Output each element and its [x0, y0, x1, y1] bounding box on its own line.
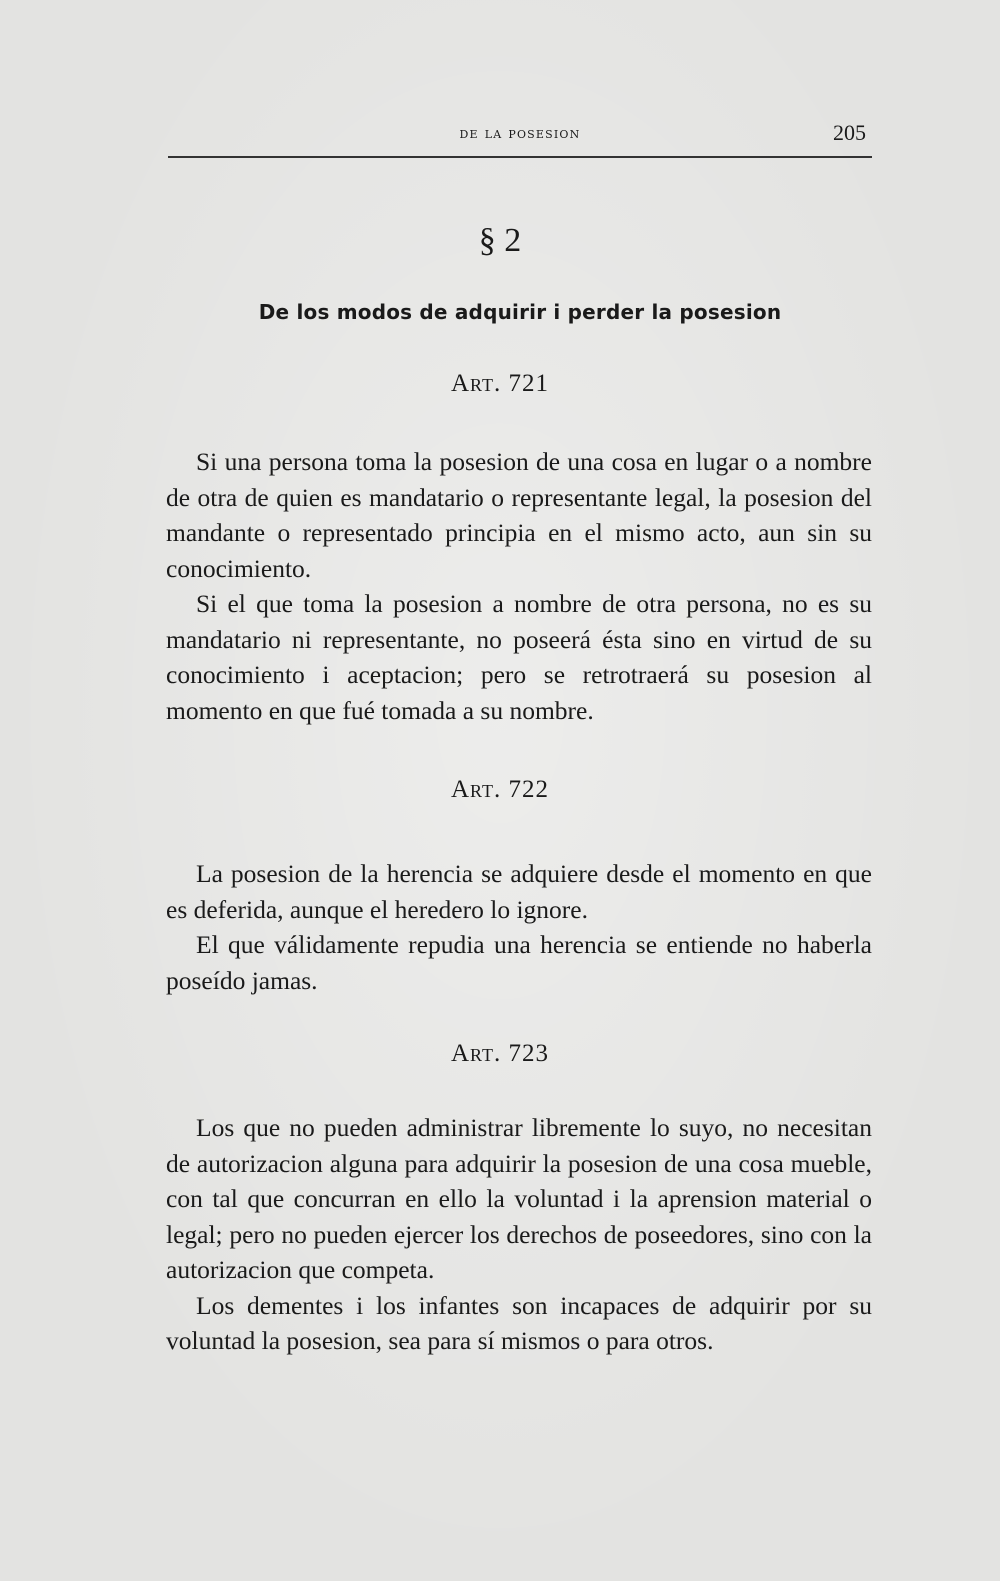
article-heading: Art. 721	[451, 370, 549, 397]
article-paragraph: Los que no pueden administrar libremente lo suyo, no necesitan de autorizacion alguna para adquirir la posesion de una cosa mueble, con tal que concurran en ello la voluntad i la aprension material o legal; pero no pueden ejercer los derechos de poseedores, sino con la autorizacion que competa.	[166, 1113, 872, 1284]
article-paragraph: El que válidamente repudia una herencia se entiende no haberla poseído jamas.	[166, 930, 872, 995]
section-mark: § 2	[478, 222, 522, 259]
section-title: De los modos de adquirir i perder la posesion	[258, 300, 782, 324]
running-title: de la posesion	[459, 124, 581, 142]
page-number: 205	[833, 120, 866, 145]
article-body	[166, 444, 872, 728]
article-paragraph: Si una persona toma la posesion de una cosa en lugar o a nombre de otra de quien es mandatario o representante legal, la posesion del mandante o representado principia en el mismo acto, aun sin su conocimiento.	[166, 447, 872, 583]
page-header	[168, 120, 872, 150]
article-paragraph: Si el que toma la posesion a nombre de otra persona, no es su mandatario ni representante, no poseerá ésta sino en virtud de su conocimiento i aceptacion; pero se retrotraerá su posesion al momento en que fué tomada a su nombre.	[166, 589, 872, 725]
header-rule	[168, 156, 872, 158]
article-body	[166, 856, 872, 998]
article-paragraph: La posesion de la herencia se adquiere desde el momento en que es deferida, aunque el heredero lo ignore.	[166, 859, 872, 924]
article-heading: Art. 723	[451, 1040, 549, 1067]
article-paragraph: Los dementes i los infantes son incapaces de adquirir por su voluntad la posesion, sea para sí mismos o para otros.	[166, 1290, 872, 1355]
article-heading: Art. 722	[451, 776, 549, 803]
article-body	[166, 1110, 872, 1359]
